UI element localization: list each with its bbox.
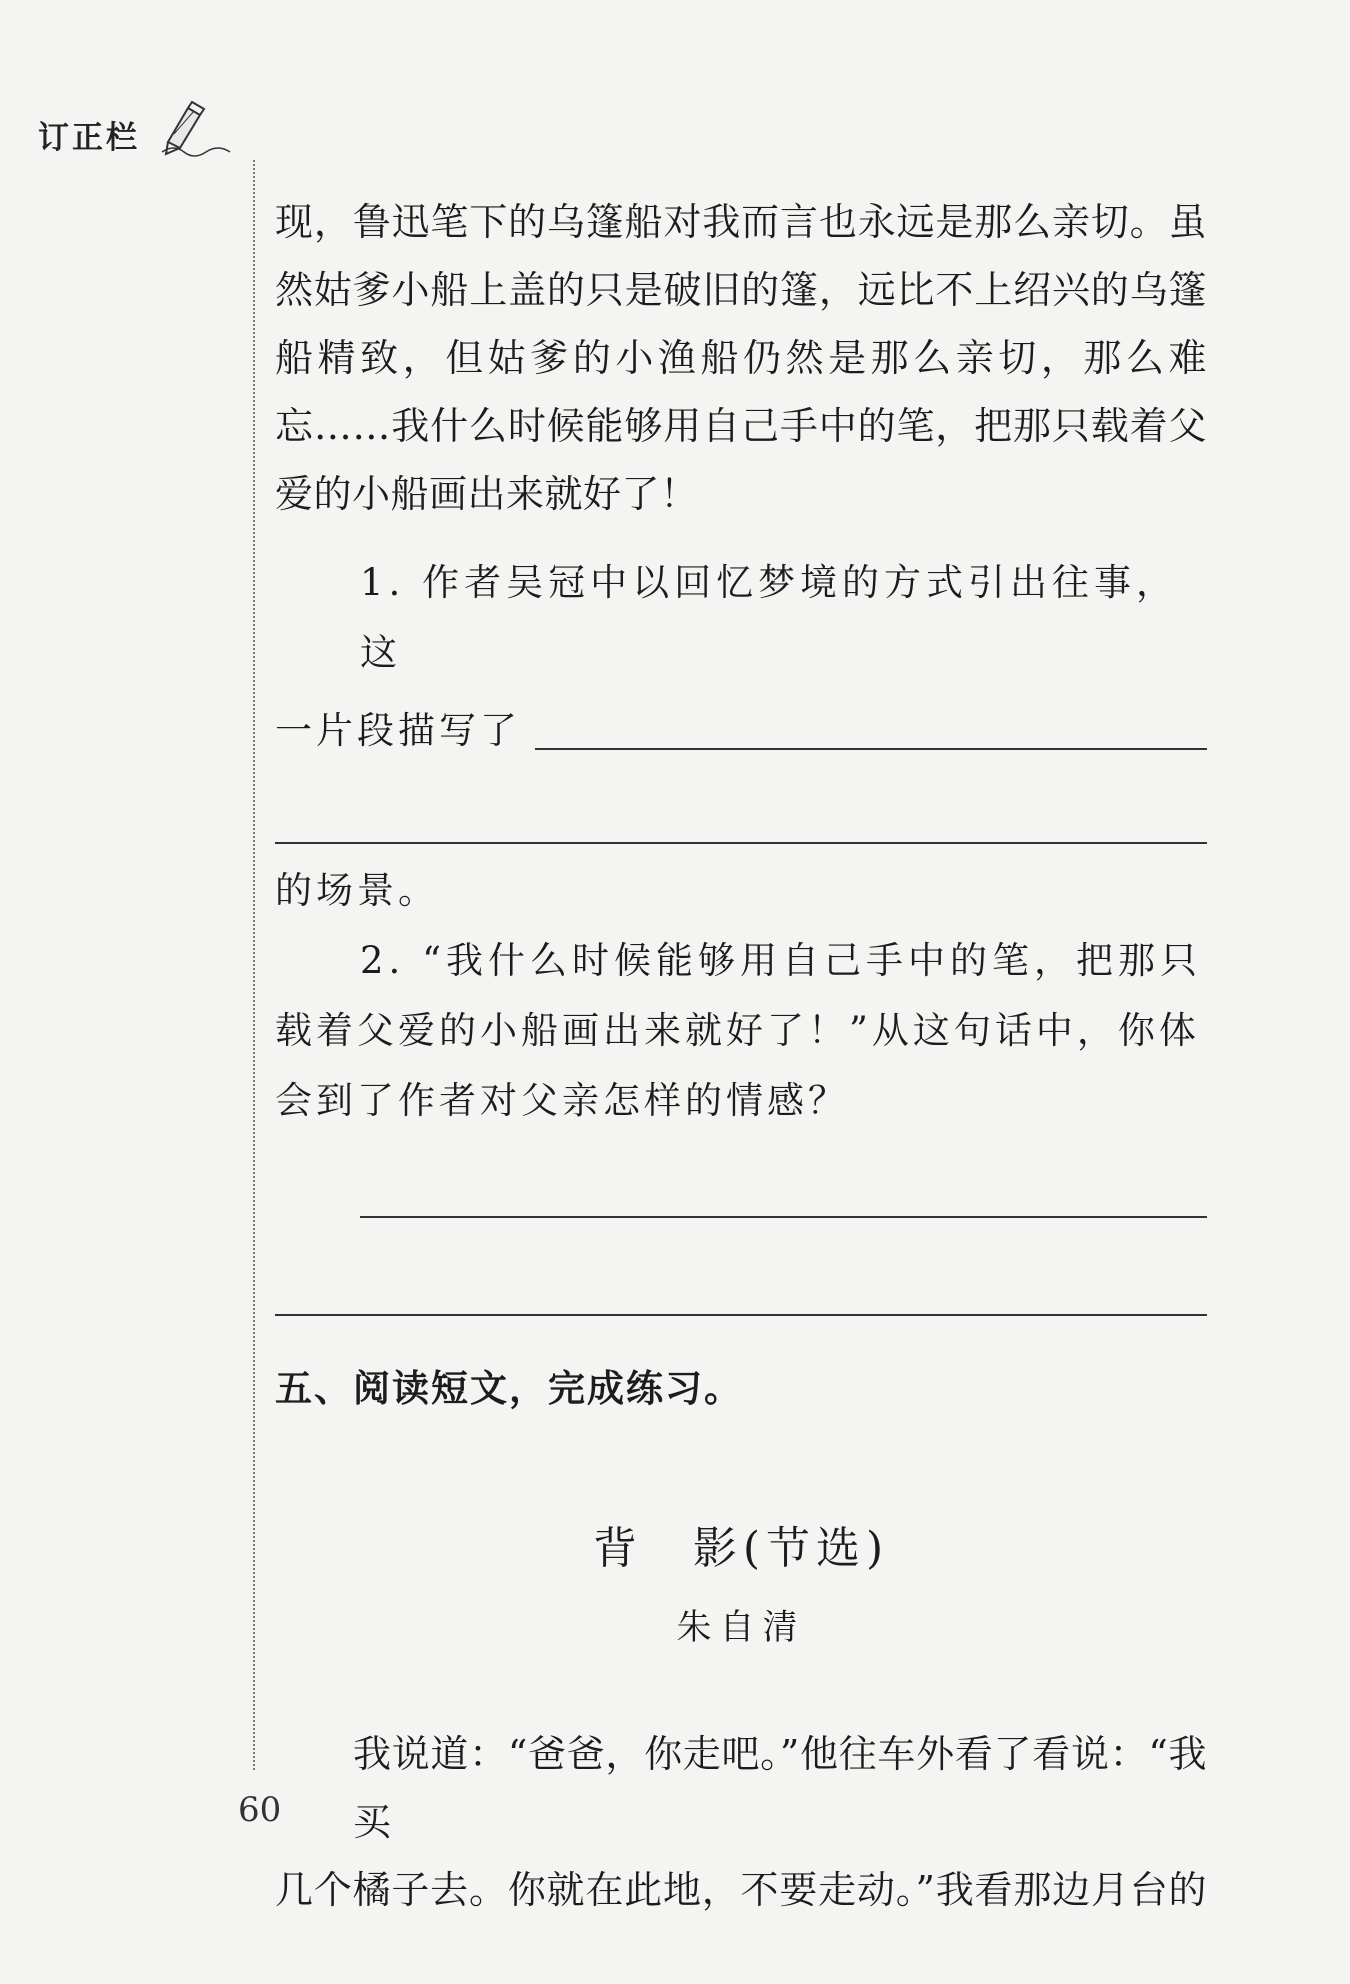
passage-line: 爱的小船画出来就好了！ bbox=[275, 472, 699, 516]
question-1 bbox=[275, 548, 1207, 926]
question-1-prefix: 一片段描写了 bbox=[275, 709, 521, 752]
page-number: 60 bbox=[238, 1790, 282, 1830]
article-line: 几个橘子去。你就在此地，不要走动。”我看那边月台的 bbox=[275, 1868, 1207, 1912]
passage-line: 船精致，但姑爹的小渔船仍然是那么亲切，那么难 bbox=[275, 336, 1207, 380]
correction-column-label: 订正栏 bbox=[38, 120, 140, 156]
article-author: 朱自清 bbox=[676, 1608, 806, 1648]
question-2-text: 2. “我什么时候能够用自己手中的笔，把那只 bbox=[360, 939, 1202, 982]
section-heading: 五、阅读短文，完成练习。 bbox=[275, 1367, 743, 1410]
article-line: 我说道：“爸爸，你走吧。”他往车外看了看说：“我买 bbox=[353, 1732, 1207, 1844]
passage-line: 忘……我什么时候能够用自己手中的笔，把那只载着父 bbox=[275, 404, 1207, 448]
answer-blank-2b[interactable] bbox=[275, 1314, 1207, 1316]
passage-line: 现，鲁迅笔下的乌篷船对我而言也永远是那么亲切。虽 bbox=[275, 200, 1207, 244]
question-2 bbox=[275, 926, 1207, 1316]
article-body bbox=[275, 1720, 1207, 1924]
margin-divider bbox=[253, 160, 255, 1770]
question-1-text: 1. 作者吴冠中以回忆梦境的方式引出往事，这 bbox=[360, 561, 1179, 674]
article-title: 背 影(节选) bbox=[592, 1523, 890, 1574]
page-content bbox=[275, 188, 1207, 1924]
question-2-text: 会到了作者对父亲怎样的情感？ bbox=[275, 1079, 849, 1122]
answer-blank-2a[interactable] bbox=[360, 1216, 1207, 1218]
answer-blank-1b[interactable] bbox=[275, 842, 1207, 844]
passage-line: 然姑爹小船上盖的只是破旧的篷，远比不上绍兴的乌篷 bbox=[275, 268, 1207, 312]
passage-continuation bbox=[275, 188, 1207, 528]
question-2-text: 载着父爱的小船画出来就好了！”从这句话中，你体 bbox=[275, 1009, 1200, 1052]
answer-blank-1a[interactable] bbox=[535, 748, 1207, 750]
pencil-icon bbox=[160, 98, 240, 158]
question-1-suffix: 的场景。 bbox=[275, 869, 439, 912]
